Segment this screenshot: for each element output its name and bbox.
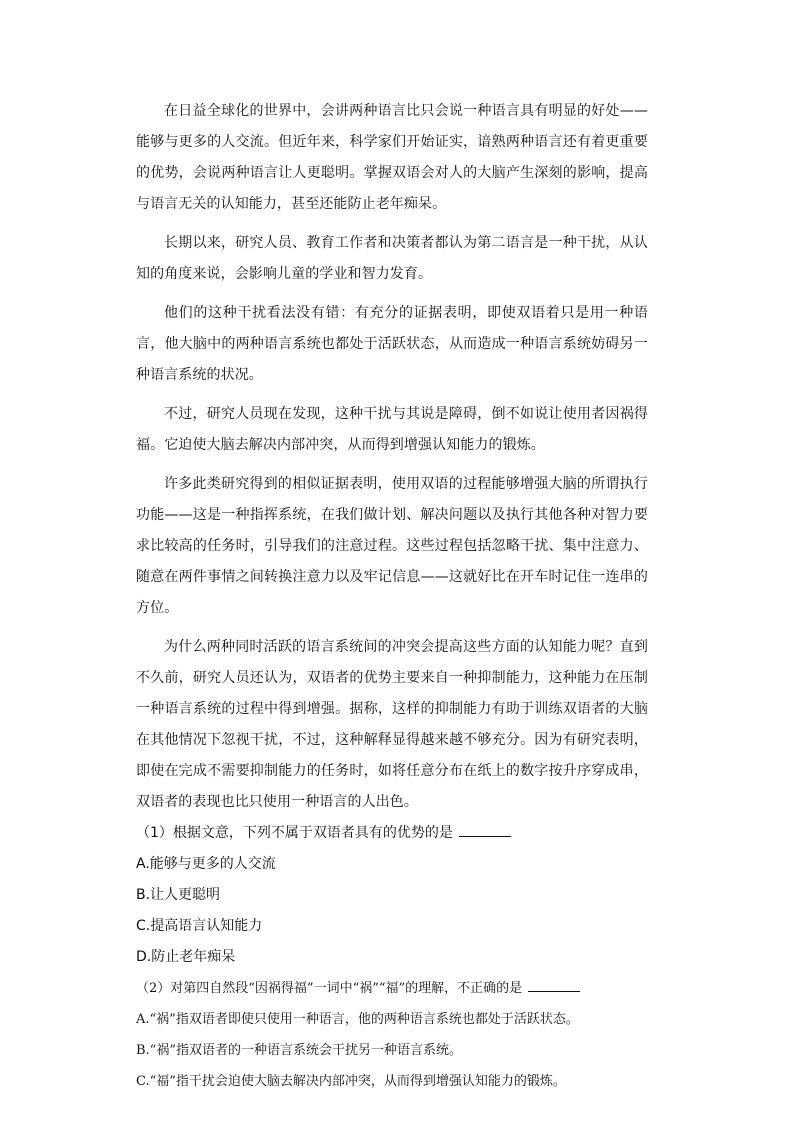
question-2-option-b[interactable]: B.“祸”指双语者的一种语言系统会干扰另一种语言系统。 (136, 1043, 462, 1058)
question-1-option-a[interactable]: A.能够与更多的人交流 (136, 856, 276, 872)
question-2-option-c[interactable]: C.“福”指干扰会迫使大脑去解决内部冲突，从而得到增强认知能力的锻炼。 (136, 1074, 566, 1089)
answer-blank-1[interactable] (459, 822, 511, 837)
passage-paragraph-1: 在日益全球化的世界中，会讲两种语言比只会说一种语言具有明显的好处——能够与更多的人交流。但近年来，科学家们开始证实，谙熟两种语言还有着更重要的优势，会说两种语言让人更聪明。掌握双语会对人的大脑产生深刻的影响，提高与语言无关的认知能力，甚至还能防止老年痴呆。 (136, 103, 648, 212)
passage-paragraph-2: 长期以来，研究人员、教育工作者和决策者都认为第二语言是一种干扰，从认知的角度来说，会影响儿童的学业和智力发育。 (136, 235, 648, 282)
document-content (136, 96, 648, 1097)
passage-paragraph-6: 为什么两种同时活跃的语言系统间的冲突会提高这些方面的认知能力呢？直到不久前，研究人员还认为，双语者的优势主要来自一种抑制能力，这种能力在压制一种语言系统的过程中得到增强。据称，这样的抑制能力有助于训练双语者的大脑在其他情况下忽视干扰，不过，这种解释显得越来越不够充分。因为有研究表明，即使在完成不需要抑制能力的任务时，如将任意分布在纸上的数字按升序穿成串，双语者的表现也比只使用一种语言的人出色。 (136, 639, 648, 810)
passage-paragraph-5: 许多此类研究得到的相似证据表明，使用双语的过程能够增强大脑的所谓执行功能——这是一种指挥系统，在我们做计划、解决问题以及执行其他各种对智力要求比较高的任务时，引导我们的注意过程。这些过程包括忽略干扰、集中注意力、随意在两件事情之间转换注意力以及牢记信息——这就好比在开车时记住一连串的方位。 (136, 476, 648, 616)
question-1-option-b[interactable]: B.让人更聪明 (136, 887, 221, 903)
question-1 (136, 818, 648, 849)
question-1-stem: （1）根据文意，下列不属于双语者具有的优势的是 (136, 825, 453, 841)
question-1-option-d[interactable]: D.防止老年痴呆 (136, 949, 236, 965)
passage-paragraph-4: 不过，研究人员现在发现，这种干扰与其说是障碍，倒不如说让使用者因祸得福。它迫使大脑去解决内部冲突，从而得到增强认知能力的锻炼。 (136, 406, 648, 453)
question-1-option-c[interactable]: C.提高语言认知能力 (136, 918, 263, 934)
answer-blank-2[interactable] (528, 977, 580, 992)
passage-paragraph-3: 他们的这种干扰看法没有错：有充分的证据表明，即使双语着只是用一种语言，他大脑中的两种语言系统也都处于活跃状态，从而造成一种语言系统妨碍另一种语言系统的状况。 (136, 305, 648, 383)
question-2 (136, 973, 648, 1004)
question-2-option-a[interactable]: A.“祸”指双语者即使只使用一种语言，他的两种语言系统也都处于活跃状态。 (136, 1012, 579, 1027)
question-2-stem: （2）对第四自然段“因祸得福”一词中“祸”“福”的理解，不正确的是 (136, 981, 523, 996)
